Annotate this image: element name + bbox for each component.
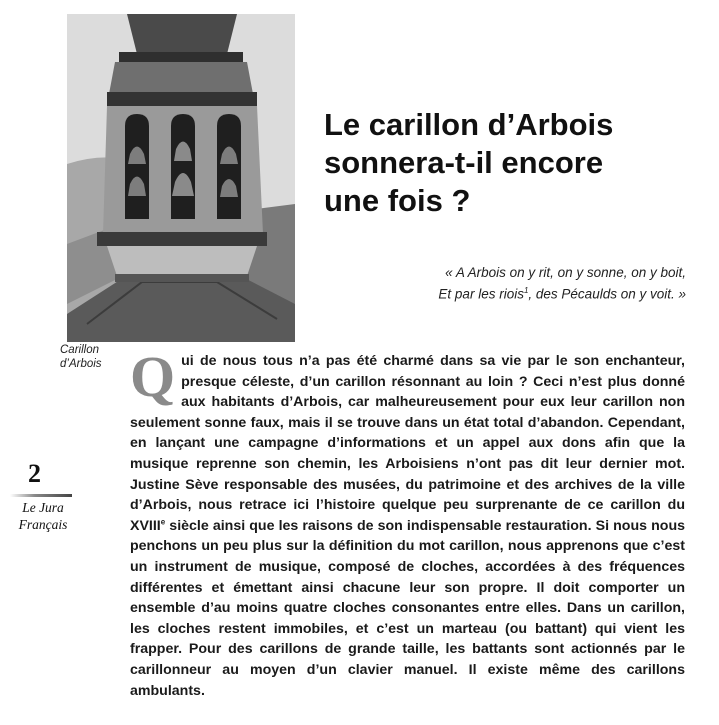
footnote-ref: 1 [523,286,529,295]
magazine-name [8,499,78,533]
epigraph-quote [330,264,686,304]
century-superscript: e [160,517,166,527]
article-body [130,344,685,701]
quote-line-2-start: Et par les riois [438,286,524,302]
quote-line-2-end: , des Pécaulds on y voit. » [528,286,686,302]
caption-line-1: Carillon [60,344,99,356]
article-body-part-1: ui de nous tous n’a pas été charmé dans sa vie par le son enchanteur, presque céleste, d’un carillon résonnant au loin ? Ceci n’est plus donné aux habitants d’Arbois, car malheureusement pour eux leur carillon non seulement sonne faux, mais il se trouve dans un état total d’abandon. Cependant, en lançant une campagne d’informations et un appel aux dons afin que la musique reprenne son chemin, les Arboisiens n’ont pas dit leur dernier mot. Justine Sève responsable des musées, du patrimoine et des archives de la ville d’Arbois, nous retrace ici l’histoire quelque peu surprenante de ce carillon du [130,353,685,514]
title-line-3: une fois ? [324,183,471,218]
carillon-photo [67,14,295,342]
drop-cap: Q [130,344,176,409]
caption-line-2: d’Arbois [60,358,102,370]
article-body-part-2: siècle ainsi que les raisons de son indispensable restauration. Si nous nous penchons un peu plus sur la définition du mot carillon, nous apprenons que c’est un instrument de musique, composé de cloches, accordées à des fréquences différentes et émettant ainsi chacune leur son propre. Il doit comporter un ensemble d’au moins quatre cloches consonantes entre elles. Dans un carillon, les cloches restent immobiles, et c’est un marteau (ou battant) qui vient les frapper. Pour des carillons de grande taille, les battants sont actionnés par le carillonneur au moyen d’un clavier manuel. Il existe même des carillons ambulants. [130,517,685,699]
article-title [324,106,704,220]
quote-line-2 [330,282,686,304]
page-number-rule [10,494,72,497]
page-number: 2 [28,459,41,488]
photo-caption [60,343,116,371]
title-line-1: Le carillon d’Arbois [324,107,614,142]
century-numeral: XVIII [130,517,161,534]
quote-line-1: « A Arbois on y rit, on y sonne, on y boit, [445,265,686,280]
magazine-name-line-2: Français [18,517,68,532]
belfry-illustration [67,14,295,342]
magazine-name-line-1: Le Jura [22,500,64,515]
title-line-2: sonnera-t-il encore [324,145,604,180]
